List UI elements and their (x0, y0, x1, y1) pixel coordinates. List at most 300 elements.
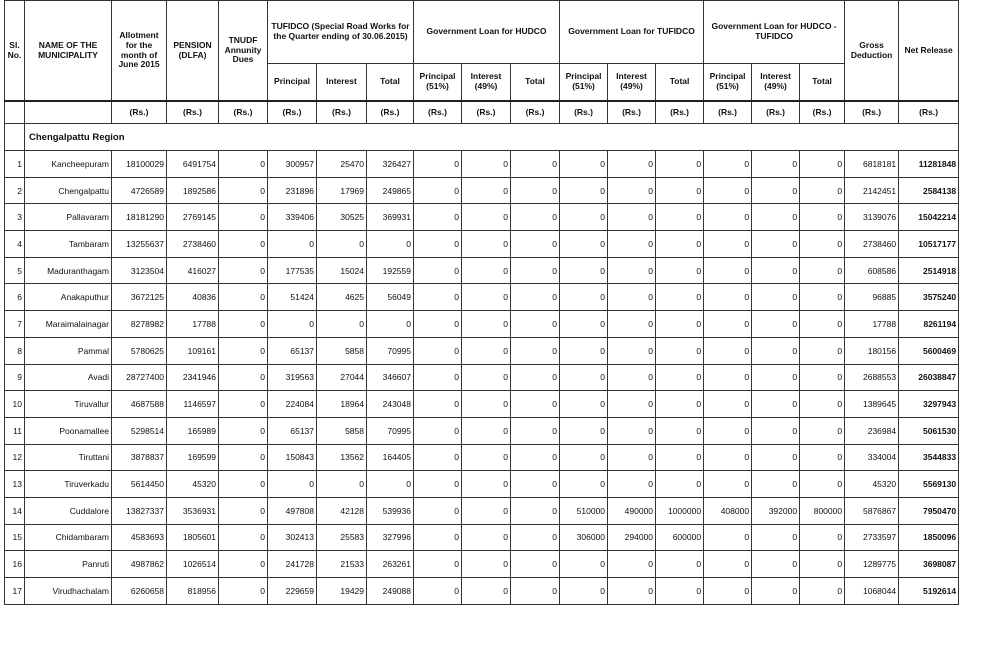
gltufidco-total-cell: 0 (656, 151, 704, 178)
unit-cell: (Rs.) (268, 101, 317, 124)
subheader-gltufidco-interest: Interest (49%) (608, 64, 656, 102)
municipality-name-cell: Pallavaram (25, 204, 112, 231)
subheader-ht-total: Total (800, 64, 845, 102)
gltufidco-interest-cell: 0 (608, 151, 656, 178)
hudco-total-cell: 0 (511, 257, 560, 284)
pension-cell: 1026514 (167, 551, 219, 578)
hudco-tufidco-total-cell: 0 (800, 364, 845, 391)
municipality-name-cell: Pammal (25, 337, 112, 364)
hudco-tufidco-total-cell: 0 (800, 337, 845, 364)
gross-deduction-cell: 1289775 (845, 551, 899, 578)
gltufidco-principal-cell: 0 (560, 364, 608, 391)
hudco-tufidco-interest-cell: 0 (752, 551, 800, 578)
table-row (5, 337, 959, 364)
gross-deduction-cell: 6818181 (845, 151, 899, 178)
unit-cell: (Rs.) (367, 101, 414, 124)
tufidco-interest-cell: 5858 (317, 417, 367, 444)
net-release-cell: 3698087 (899, 551, 959, 578)
tufidco-total-cell: 192559 (367, 257, 414, 284)
sl-cell: 13 (5, 471, 25, 498)
tufidco-principal-cell: 300957 (268, 151, 317, 178)
hudco-principal-cell: 0 (414, 284, 462, 311)
tufidco-principal-cell: 150843 (268, 444, 317, 471)
subheader-gltufidco-total: Total (656, 64, 704, 102)
header-gross-deduction: Gross Deduction (845, 1, 899, 102)
hudco-total-cell: 0 (511, 417, 560, 444)
municipality-name-cell: Tiruttani (25, 444, 112, 471)
tufidco-total-cell: 346607 (367, 364, 414, 391)
hudco-tufidco-principal-cell: 0 (704, 257, 752, 284)
tufidco-interest-cell: 0 (317, 311, 367, 338)
gross-deduction-cell: 96885 (845, 284, 899, 311)
gltufidco-total-cell: 600000 (656, 524, 704, 551)
pension-cell: 818956 (167, 578, 219, 605)
hudco-principal-cell: 0 (414, 204, 462, 231)
gltufidco-interest-cell: 0 (608, 257, 656, 284)
gross-deduction-cell: 2142451 (845, 177, 899, 204)
tnudf-cell: 0 (219, 177, 268, 204)
tnudf-cell: 0 (219, 471, 268, 498)
header-hudco-tufidco-loan: Government Loan for HUDCO - TUFIDCO (704, 1, 845, 64)
gross-deduction-cell: 236984 (845, 417, 899, 444)
table-row (5, 311, 959, 338)
gltufidco-total-cell: 0 (656, 578, 704, 605)
sl-cell: 16 (5, 551, 25, 578)
unit-cell: (Rs.) (219, 101, 268, 124)
header-hudco-loan: Government Loan for HUDCO (414, 1, 560, 64)
net-release-cell: 26038847 (899, 364, 959, 391)
table-row (5, 471, 959, 498)
tufidco-interest-cell: 0 (317, 231, 367, 258)
subheader-hudco-principal: Principal (51%) (414, 64, 462, 102)
hudco-tufidco-total-cell: 0 (800, 151, 845, 178)
municipality-name-cell: Panruti (25, 551, 112, 578)
net-release-cell: 7950470 (899, 497, 959, 524)
unit-cell: (Rs.) (414, 101, 462, 124)
gltufidco-total-cell: 0 (656, 391, 704, 418)
tufidco-interest-cell: 5858 (317, 337, 367, 364)
table-row (5, 284, 959, 311)
tufidco-principal-cell: 65137 (268, 337, 317, 364)
gross-deduction-cell: 45320 (845, 471, 899, 498)
hudco-total-cell: 0 (511, 471, 560, 498)
hudco-principal-cell: 0 (414, 337, 462, 364)
tufidco-total-cell: 539936 (367, 497, 414, 524)
hudco-tufidco-principal-cell: 408000 (704, 497, 752, 524)
hudco-total-cell: 0 (511, 444, 560, 471)
table-row (5, 151, 959, 178)
gltufidco-principal-cell: 0 (560, 204, 608, 231)
gross-deduction-cell: 17788 (845, 311, 899, 338)
sl-cell: 3 (5, 204, 25, 231)
hudco-interest-cell: 0 (462, 257, 511, 284)
tufidco-total-cell: 369931 (367, 204, 414, 231)
gltufidco-total-cell: 0 (656, 471, 704, 498)
hudco-total-cell: 0 (511, 151, 560, 178)
municipality-name-cell: Tambaram (25, 231, 112, 258)
hudco-tufidco-interest-cell: 0 (752, 177, 800, 204)
tufidco-interest-cell: 30525 (317, 204, 367, 231)
sl-cell: 12 (5, 444, 25, 471)
gross-deduction-cell: 5876867 (845, 497, 899, 524)
hudco-interest-cell: 0 (462, 337, 511, 364)
tufidco-principal-cell: 0 (268, 471, 317, 498)
hudco-principal-cell: 0 (414, 257, 462, 284)
hudco-total-cell: 0 (511, 284, 560, 311)
net-release-cell: 5061530 (899, 417, 959, 444)
tnudf-cell: 0 (219, 551, 268, 578)
gltufidco-interest-cell: 0 (608, 578, 656, 605)
pension-cell: 40836 (167, 284, 219, 311)
municipality-name-cell: Kancheepuram (25, 151, 112, 178)
gltufidco-principal-cell: 0 (560, 471, 608, 498)
tnudf-cell: 0 (219, 444, 268, 471)
tufidco-total-cell: 327996 (367, 524, 414, 551)
hudco-principal-cell: 0 (414, 471, 462, 498)
hudco-tufidco-interest-cell: 0 (752, 417, 800, 444)
hudco-tufidco-total-cell: 0 (800, 311, 845, 338)
hudco-principal-cell: 0 (414, 497, 462, 524)
gltufidco-principal-cell: 0 (560, 578, 608, 605)
unit-cell-name (25, 101, 112, 124)
pension-cell: 416027 (167, 257, 219, 284)
net-release-cell: 2584138 (899, 177, 959, 204)
gltufidco-principal-cell: 510000 (560, 497, 608, 524)
gltufidco-total-cell: 0 (656, 231, 704, 258)
allotment-cell: 4583693 (112, 524, 167, 551)
hudco-principal-cell: 0 (414, 444, 462, 471)
hudco-tufidco-interest-cell: 0 (752, 391, 800, 418)
table-row (5, 444, 959, 471)
tufidco-total-cell: 243048 (367, 391, 414, 418)
header-allotment: Allotment for the month of June 2015 (112, 1, 167, 102)
gross-deduction-cell: 2733597 (845, 524, 899, 551)
gltufidco-total-cell: 0 (656, 364, 704, 391)
allotment-cell: 5780625 (112, 337, 167, 364)
hudco-interest-cell: 0 (462, 151, 511, 178)
net-release-cell: 3297943 (899, 391, 959, 418)
gltufidco-interest-cell: 0 (608, 417, 656, 444)
tufidco-principal-cell: 0 (268, 311, 317, 338)
subheader-hudco-total: Total (511, 64, 560, 102)
hudco-tufidco-interest-cell: 0 (752, 151, 800, 178)
header-sl: Sl. No. (5, 1, 25, 102)
hudco-interest-cell: 0 (462, 444, 511, 471)
hudco-interest-cell: 0 (462, 284, 511, 311)
allotment-cell: 4987862 (112, 551, 167, 578)
tnudf-cell: 0 (219, 284, 268, 311)
table-row (5, 364, 959, 391)
table-row (5, 524, 959, 551)
unit-cell: (Rs.) (845, 101, 899, 124)
gross-deduction-cell: 1068044 (845, 578, 899, 605)
subheader-tufidco-total: Total (367, 64, 414, 102)
gltufidco-interest-cell: 0 (608, 471, 656, 498)
subheader-gltufidco-principal: Principal (51%) (560, 64, 608, 102)
tufidco-interest-cell: 25583 (317, 524, 367, 551)
tufidco-interest-cell: 19429 (317, 578, 367, 605)
tnudf-cell: 0 (219, 257, 268, 284)
net-release-cell: 3544833 (899, 444, 959, 471)
hudco-tufidco-interest-cell: 0 (752, 471, 800, 498)
subheader-ht-principal: Principal (51%) (704, 64, 752, 102)
hudco-total-cell: 0 (511, 551, 560, 578)
hudco-tufidco-principal-cell: 0 (704, 311, 752, 338)
gltufidco-principal-cell: 0 (560, 311, 608, 338)
hudco-principal-cell: 0 (414, 524, 462, 551)
net-release-cell: 15042214 (899, 204, 959, 231)
hudco-principal-cell: 0 (414, 364, 462, 391)
hudco-interest-cell: 0 (462, 578, 511, 605)
hudco-total-cell: 0 (511, 231, 560, 258)
unit-cell: (Rs.) (112, 101, 167, 124)
allotment-cell: 13255637 (112, 231, 167, 258)
tnudf-cell: 0 (219, 391, 268, 418)
allotment-cell: 18181290 (112, 204, 167, 231)
allotment-cell: 3123504 (112, 257, 167, 284)
net-release-cell: 10517177 (899, 231, 959, 258)
pension-cell: 165989 (167, 417, 219, 444)
tnudf-cell: 0 (219, 231, 268, 258)
hudco-principal-cell: 0 (414, 551, 462, 578)
header-tufidco-loan: Government Loan for TUFIDCO (560, 1, 704, 64)
tufidco-principal-cell: 177535 (268, 257, 317, 284)
hudco-total-cell: 0 (511, 204, 560, 231)
table-row (5, 204, 959, 231)
allotment-cell: 3672125 (112, 284, 167, 311)
gross-deduction-cell: 3139076 (845, 204, 899, 231)
pension-cell: 45320 (167, 471, 219, 498)
hudco-interest-cell: 0 (462, 551, 511, 578)
tufidco-interest-cell: 21533 (317, 551, 367, 578)
gltufidco-principal-cell: 0 (560, 284, 608, 311)
gross-deduction-cell: 2738460 (845, 231, 899, 258)
municipality-name-cell: Chidambaram (25, 524, 112, 551)
hudco-tufidco-principal-cell: 0 (704, 284, 752, 311)
pension-cell: 169599 (167, 444, 219, 471)
net-release-cell: 8261194 (899, 311, 959, 338)
gltufidco-total-cell: 0 (656, 444, 704, 471)
tufidco-total-cell: 0 (367, 311, 414, 338)
municipality-name-cell: Virudhachalam (25, 578, 112, 605)
tufidco-principal-cell: 0 (268, 231, 317, 258)
tnudf-cell: 0 (219, 417, 268, 444)
hudco-tufidco-total-cell: 0 (800, 204, 845, 231)
tufidco-principal-cell: 339406 (268, 204, 317, 231)
tufidco-principal-cell: 241728 (268, 551, 317, 578)
tufidco-total-cell: 0 (367, 471, 414, 498)
tufidco-interest-cell: 17969 (317, 177, 367, 204)
table-row (5, 231, 959, 258)
gltufidco-total-cell: 0 (656, 311, 704, 338)
hudco-interest-cell: 0 (462, 471, 511, 498)
hudco-interest-cell: 0 (462, 311, 511, 338)
gltufidco-principal-cell: 0 (560, 231, 608, 258)
municipality-name-cell: Tiruvallur (25, 391, 112, 418)
hudco-principal-cell: 0 (414, 391, 462, 418)
hudco-principal-cell: 0 (414, 417, 462, 444)
gltufidco-principal-cell: 0 (560, 151, 608, 178)
gltufidco-principal-cell: 0 (560, 391, 608, 418)
hudco-tufidco-total-cell: 0 (800, 578, 845, 605)
hudco-total-cell: 0 (511, 364, 560, 391)
gltufidco-interest-cell: 0 (608, 337, 656, 364)
sl-cell: 5 (5, 257, 25, 284)
pension-cell: 6491754 (167, 151, 219, 178)
gltufidco-total-cell: 0 (656, 177, 704, 204)
gltufidco-principal-cell: 306000 (560, 524, 608, 551)
subheader-ht-interest: Interest (49%) (752, 64, 800, 102)
tufidco-total-cell: 56049 (367, 284, 414, 311)
tufidco-total-cell: 0 (367, 231, 414, 258)
gltufidco-interest-cell: 0 (608, 364, 656, 391)
tufidco-interest-cell: 13562 (317, 444, 367, 471)
allotment-cell: 3878837 (112, 444, 167, 471)
hudco-tufidco-total-cell: 800000 (800, 497, 845, 524)
unit-cell: (Rs.) (800, 101, 845, 124)
gltufidco-interest-cell: 294000 (608, 524, 656, 551)
gross-deduction-cell: 180156 (845, 337, 899, 364)
gltufidco-total-cell: 1000000 (656, 497, 704, 524)
tnudf-cell: 0 (219, 524, 268, 551)
hudco-tufidco-interest-cell: 0 (752, 444, 800, 471)
unit-cell: (Rs.) (704, 101, 752, 124)
tufidco-total-cell: 70995 (367, 337, 414, 364)
hudco-tufidco-total-cell: 0 (800, 231, 845, 258)
net-release-cell: 5192614 (899, 578, 959, 605)
table-row (5, 177, 959, 204)
hudco-tufidco-principal-cell: 0 (704, 524, 752, 551)
tnudf-cell: 0 (219, 364, 268, 391)
sl-cell: 4 (5, 231, 25, 258)
net-release-cell: 1850096 (899, 524, 959, 551)
hudco-interest-cell: 0 (462, 391, 511, 418)
gltufidco-principal-cell: 0 (560, 417, 608, 444)
sl-cell: 1 (5, 151, 25, 178)
hudco-tufidco-principal-cell: 0 (704, 551, 752, 578)
net-release-cell: 11281848 (899, 151, 959, 178)
hudco-total-cell: 0 (511, 311, 560, 338)
table-row (5, 257, 959, 284)
pension-cell: 1892586 (167, 177, 219, 204)
gltufidco-principal-cell: 0 (560, 551, 608, 578)
allotment-cell: 4687588 (112, 391, 167, 418)
sl-cell: 10 (5, 391, 25, 418)
hudco-tufidco-principal-cell: 0 (704, 151, 752, 178)
tufidco-principal-cell: 224084 (268, 391, 317, 418)
gltufidco-principal-cell: 0 (560, 337, 608, 364)
net-release-cell: 2514918 (899, 257, 959, 284)
unit-cell: (Rs.) (511, 101, 560, 124)
gltufidco-total-cell: 0 (656, 417, 704, 444)
hudco-tufidco-total-cell: 0 (800, 417, 845, 444)
allotment-cell: 13827337 (112, 497, 167, 524)
tufidco-interest-cell: 15024 (317, 257, 367, 284)
hudco-tufidco-principal-cell: 0 (704, 578, 752, 605)
gltufidco-interest-cell: 0 (608, 391, 656, 418)
hudco-total-cell: 0 (511, 524, 560, 551)
subheader-tufidco-principal: Principal (268, 64, 317, 102)
hudco-tufidco-interest-cell: 0 (752, 231, 800, 258)
sl-cell: 7 (5, 311, 25, 338)
tufidco-principal-cell: 229659 (268, 578, 317, 605)
gltufidco-total-cell: 0 (656, 284, 704, 311)
pension-cell: 109161 (167, 337, 219, 364)
hudco-principal-cell: 0 (414, 578, 462, 605)
gltufidco-interest-cell: 0 (608, 284, 656, 311)
hudco-tufidco-interest-cell: 0 (752, 578, 800, 605)
gltufidco-interest-cell: 0 (608, 231, 656, 258)
hudco-tufidco-interest-cell: 0 (752, 337, 800, 364)
hudco-tufidco-principal-cell: 0 (704, 391, 752, 418)
hudco-tufidco-interest-cell: 0 (752, 311, 800, 338)
allotment-sheet (4, 0, 959, 605)
tufidco-interest-cell: 42128 (317, 497, 367, 524)
allotment-cell: 28727400 (112, 364, 167, 391)
hudco-principal-cell: 0 (414, 177, 462, 204)
tufidco-total-cell: 164405 (367, 444, 414, 471)
tufidco-principal-cell: 51424 (268, 284, 317, 311)
hudco-interest-cell: 0 (462, 177, 511, 204)
hudco-tufidco-interest-cell: 0 (752, 284, 800, 311)
tufidco-total-cell: 326427 (367, 151, 414, 178)
hudco-tufidco-interest-cell: 0 (752, 524, 800, 551)
hudco-interest-cell: 0 (462, 497, 511, 524)
hudco-tufidco-total-cell: 0 (800, 471, 845, 498)
pension-cell: 1805601 (167, 524, 219, 551)
hudco-tufidco-total-cell: 0 (800, 551, 845, 578)
sl-cell: 14 (5, 497, 25, 524)
header-municipality: NAME OF THE MUNICIPALITY (25, 1, 112, 102)
gltufidco-interest-cell: 0 (608, 444, 656, 471)
allotment-cell: 5298514 (112, 417, 167, 444)
allotment-cell: 6260658 (112, 578, 167, 605)
municipality-name-cell: Avadi (25, 364, 112, 391)
gltufidco-principal-cell: 0 (560, 444, 608, 471)
header-tufidco: TUFIDCO (Special Road Works for the Quarter ending of 30.06.2015) (268, 1, 414, 64)
gltufidco-interest-cell: 0 (608, 311, 656, 338)
gltufidco-interest-cell: 0 (608, 551, 656, 578)
region-sl-cell (5, 124, 25, 151)
tufidco-interest-cell: 18964 (317, 391, 367, 418)
tnudf-cell: 0 (219, 311, 268, 338)
allotment-cell: 4726589 (112, 177, 167, 204)
hudco-tufidco-principal-cell: 0 (704, 417, 752, 444)
tufidco-principal-cell: 65137 (268, 417, 317, 444)
hudco-total-cell: 0 (511, 497, 560, 524)
gltufidco-total-cell: 0 (656, 551, 704, 578)
gltufidco-total-cell: 0 (656, 257, 704, 284)
hudco-tufidco-total-cell: 0 (800, 524, 845, 551)
gross-deduction-cell: 2688553 (845, 364, 899, 391)
unit-cell: (Rs.) (899, 101, 959, 124)
unit-cell-sl (5, 101, 25, 124)
hudco-interest-cell: 0 (462, 364, 511, 391)
tnudf-cell: 0 (219, 151, 268, 178)
tufidco-interest-cell: 4625 (317, 284, 367, 311)
gltufidco-principal-cell: 0 (560, 177, 608, 204)
hudco-interest-cell: 0 (462, 417, 511, 444)
pension-cell: 2769145 (167, 204, 219, 231)
unit-cell: (Rs.) (560, 101, 608, 124)
table-row (5, 551, 959, 578)
pension-cell: 1146597 (167, 391, 219, 418)
municipality-name-cell: Maduranthagam (25, 257, 112, 284)
tufidco-total-cell: 263261 (367, 551, 414, 578)
hudco-total-cell: 0 (511, 177, 560, 204)
unit-cell: (Rs.) (608, 101, 656, 124)
allotment-cell: 8278982 (112, 311, 167, 338)
